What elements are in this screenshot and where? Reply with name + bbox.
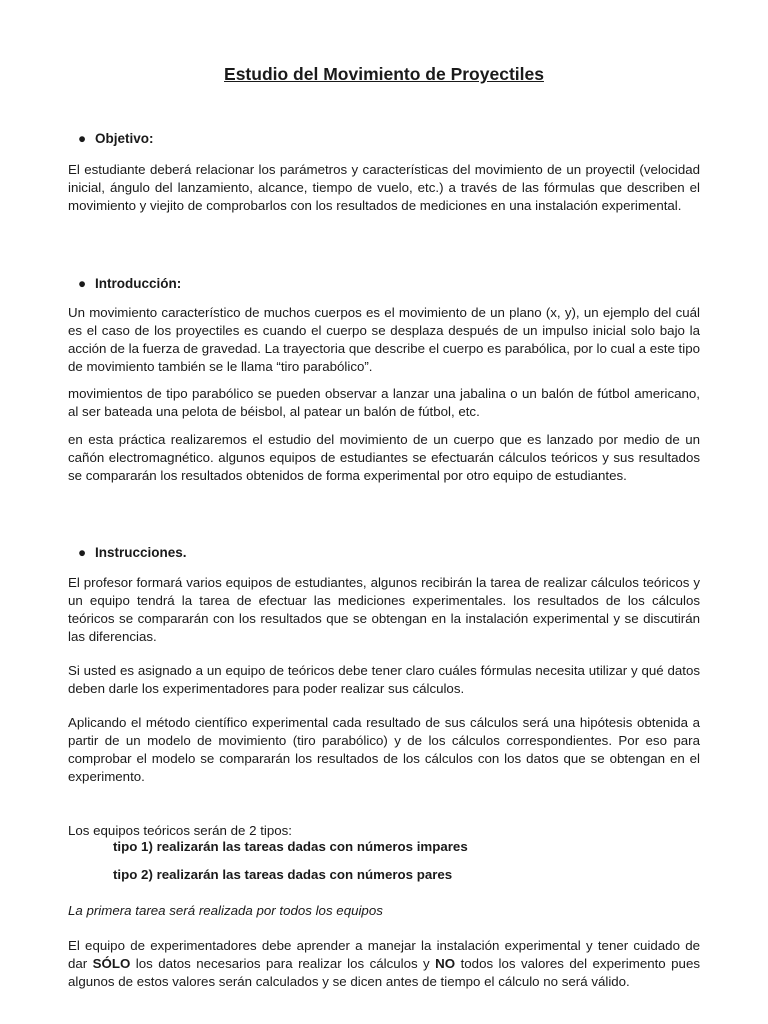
introduccion-paragraph-2: movimientos de tipo parabólico se pueden observar a lanzar una jabalina o un balón de fútbol americano, al ser bateada una pelota de béisbol, al patear un balón de fútbol, etc. xyxy=(68,386,700,419)
heading-instrucciones-label: Instrucciones. xyxy=(95,545,187,560)
page-title: Estudio del Movimiento de Proyectiles xyxy=(224,64,544,84)
bullet-icon: ● xyxy=(78,131,87,146)
objetivo-paragraph: El estudiante deberá relacionar los parámetros y características del movimiento de un proyectil (velocidad inicial, ángulo del lanzamiento, alcance, tiempo de vuelo, etc.) a través de las fórmulas que describen el movimiento y viejito de comprobarlos con los resultados de mediciones en una instalación experimental. xyxy=(68,162,700,213)
heading-objetivo-label: Objetivo: xyxy=(95,131,154,146)
italic-note: La primera tarea será realizada por todos los equipos xyxy=(68,903,383,918)
instrucciones-paragraph-last xyxy=(68,937,700,991)
introduccion-paragraph-3: en esta práctica realizaremos el estudio del movimiento de un cuerpo que es lanzado por medio de un cañón electromagnético. algunos equipos de estudiantes se efectuarán cálculos teóricos y sus resultados se compararán los resultados obtenidos de forma experimental por otro equipo de estudiantes. xyxy=(68,432,700,483)
instrucciones-paragraph-2: Si usted es asignado a un equipo de teóricos debe tener claro cuáles fórmulas necesita utilizar y qué datos deben darle los experimentadores para poder realizar sus cálculos. xyxy=(68,663,700,696)
last-text-b: los datos necesarios para realizar los cálculos y xyxy=(130,956,436,971)
tipos-intro: Los equipos teóricos serán de 2 tipos: xyxy=(68,823,292,838)
tipo-1-line: tipo 1) realizarán las tareas dadas con números impares xyxy=(113,839,468,854)
tipo-2-line: tipo 2) realizarán las tareas dadas con números pares xyxy=(113,867,453,882)
heading-introduccion-label: Introducción: xyxy=(95,276,182,291)
bold-solo: SÓLO xyxy=(92,956,131,971)
bold-no: NO xyxy=(435,956,456,971)
instrucciones-paragraph-1: El profesor formará varios equipos de estudiantes, algunos recibirán la tarea de realizar cálculos teóricos y un equipo tendrá la tarea de efectuar las mediciones experimentales. los resultados de los cálculos teóricos se compararán con los resultados que se obtengan en la instalación experimental y se discutirán las diferencias. xyxy=(68,575,700,644)
heading-introduccion xyxy=(78,276,181,291)
instrucciones-paragraph-3: Aplicando el método científico experimental cada resultado de sus cálculos será una hipótesis obtenida a partir de un modelo de movimiento (tiro parabólico) y de los cálculos correspondientes. Por eso para comprobar el modelo se compararán los resultados de los cálculos con los datos que se obtengan en el experimento. xyxy=(68,715,700,784)
heading-instrucciones xyxy=(78,545,187,560)
last-text-c: todos los valores del experimento pues algunos de estos valores serán calculados y se dicen antes de tiempo el cálculo no será válido. xyxy=(68,956,700,989)
heading-objetivo xyxy=(78,131,154,146)
bullet-icon: ● xyxy=(78,545,87,560)
last-text-a: El equipo de experimentadores debe aprender a manejar la instalación experimental y tener cuidado de dar xyxy=(68,938,700,971)
introduccion-paragraph-1: Un movimiento característico de muchos cuerpos es el movimiento de un plano (x, y), un ejemplo del cuál es el caso de los proyectiles es cuando el cuerpo se desplaza después de un impulso inicial solo bajo la acción de la fuerza de gravedad. La trayectoria que describe el cuerpo es parabólica, por lo cual a este tipo de movimiento también se le llama “tiro parabólico”. xyxy=(68,305,700,374)
bullet-icon: ● xyxy=(78,276,87,291)
